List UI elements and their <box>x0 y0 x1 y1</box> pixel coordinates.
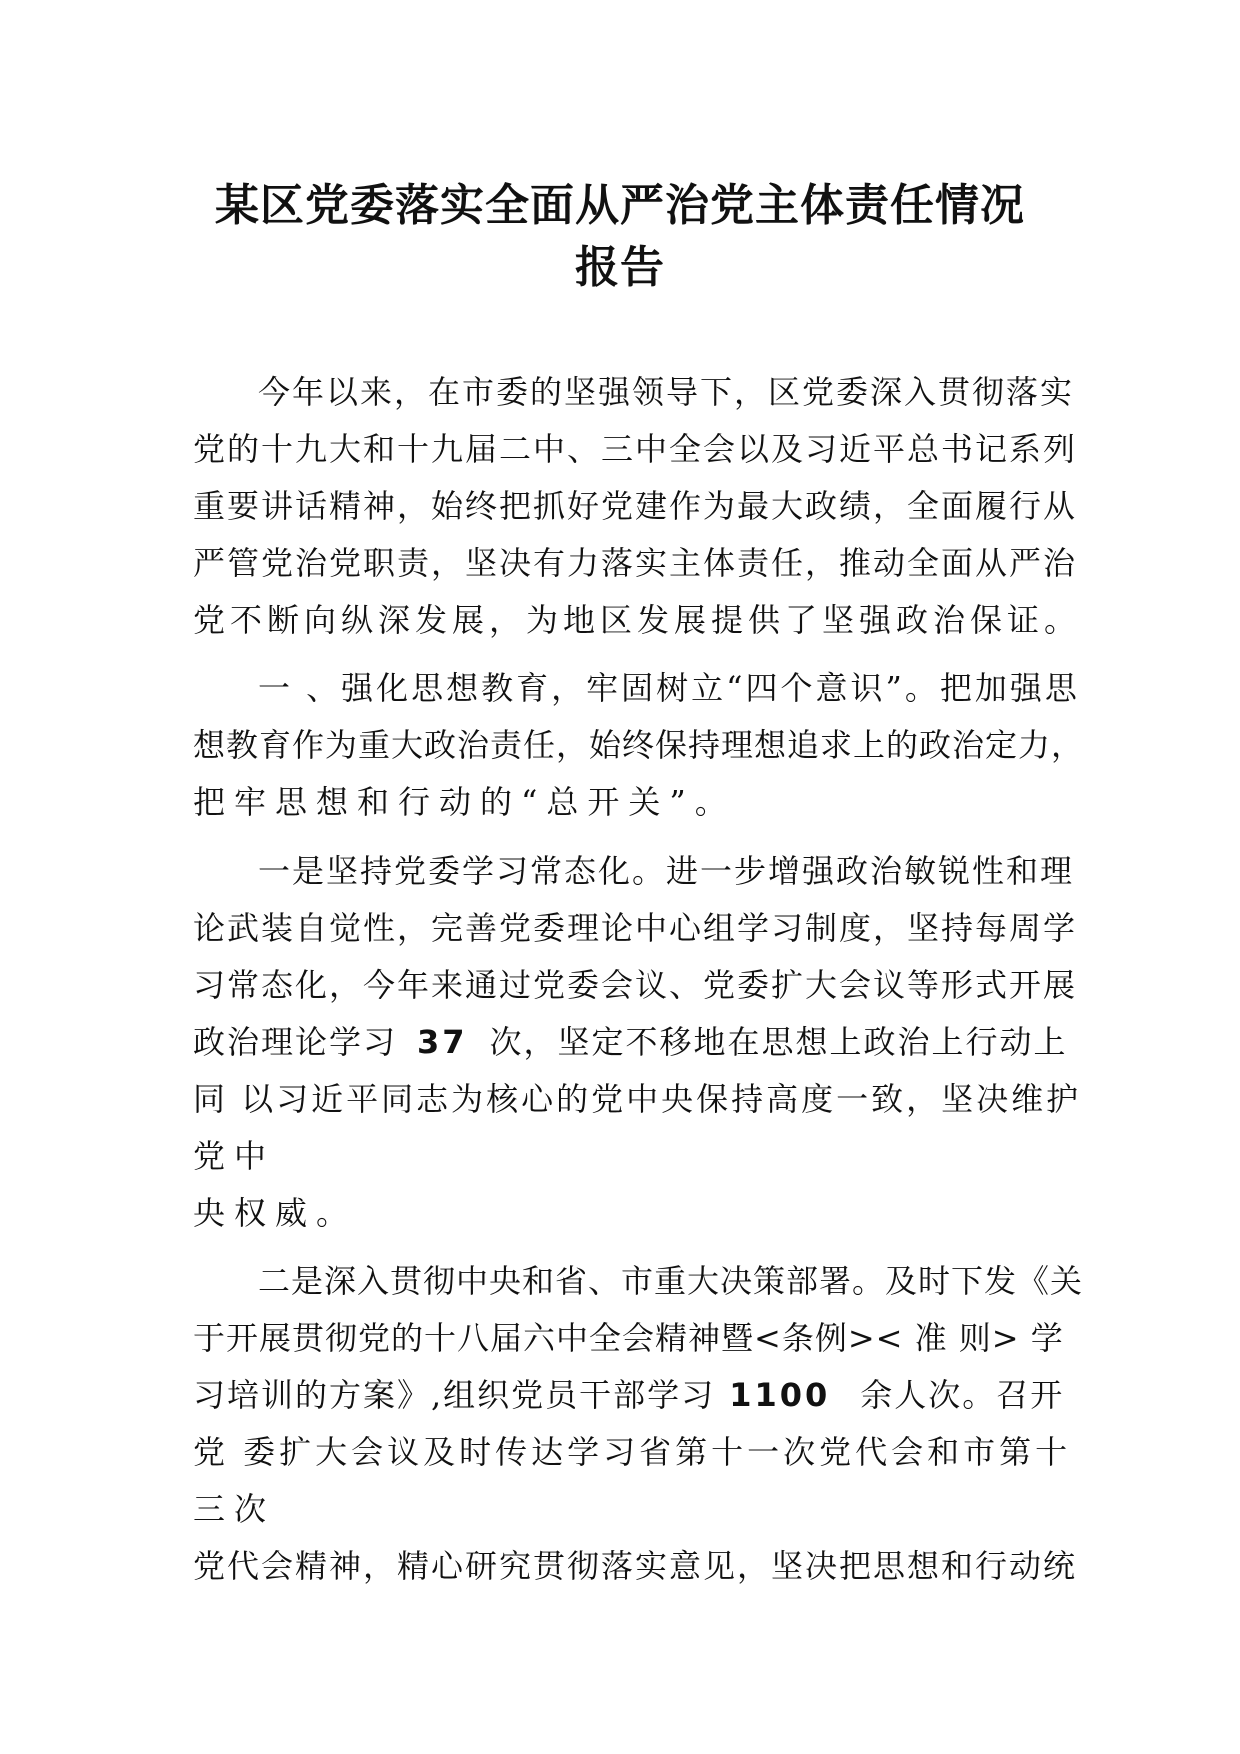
paragraph-line: 党代会精神，精心研究贯彻落实意见，坚决把思想和行动统 <box>193 1547 1078 1585</box>
paragraph-line: 党的十九大和十九届二中、三中全会以及习近平总书记系列 <box>193 430 1078 468</box>
paragraph-line <box>193 1022 1068 1062</box>
paragraph-line: 一是坚持党委学习常态化。进一步增强政治敏锐性和理 <box>258 852 1075 890</box>
paragraph-line: 党 委扩大会议及时传达学习省第十一次党代会和市第十 <box>193 1433 1072 1471</box>
line-text: 次，坚定不移地在思想上政治上行动上 <box>489 1023 1068 1061</box>
paragraph-line: 同 以习近平同志为核心的党中央保持高度一致，坚决维护 <box>193 1080 1082 1118</box>
section-heading-line: 一 、强化思想教育，牢固树立“四个意识”。把加强思 <box>258 669 1080 707</box>
count-value: 1100 <box>729 1376 831 1414</box>
paragraph-line: 想教育作为重大政治责任，始终保持理想追求上的政治定力， <box>193 726 1085 764</box>
paragraph-line: 习常态化，今年来通过党委会议、党委扩大会议等形式开展 <box>193 966 1078 1004</box>
line-text: 习培训的方案》,组织党员干部学习 <box>193 1376 716 1414</box>
document-title-line1: 某区党委落实全面从严治党主体责任情况 <box>215 180 1025 231</box>
paragraph-line: 重要讲话精神，始终把抓好党建作为最大政绩，全面履行从 <box>193 487 1078 525</box>
count-value: 37 <box>417 1023 468 1061</box>
line-text: 政治理论学习 <box>193 1023 398 1061</box>
paragraph-line: 党中 <box>193 1137 276 1175</box>
paragraph-line: 论武装自觉性，完善党委理论中心组学习制度，坚持每周学 <box>193 909 1078 947</box>
paragraph-line: 三次 <box>193 1490 276 1528</box>
document-title-line2: 报告 <box>575 242 665 293</box>
line-text: 余人次。召开 <box>860 1376 1065 1414</box>
paragraph-line: 央权威。 <box>193 1194 358 1232</box>
paragraph-line: 把牢思想和行动的“总开关”。 <box>193 783 736 821</box>
paragraph-line: 于开展贯彻党的十八届六中全会精神暨<条例>< 准 则> 学 <box>193 1319 1064 1357</box>
paragraph-line: 严管党治党职责，坚决有力落实主体责任，推动全面从严治 <box>193 544 1078 582</box>
paragraph-line <box>193 1375 1064 1415</box>
paragraph-line: 二是深入贯彻中央和省、市重大决策部署。及时下发《关 <box>258 1262 1084 1300</box>
paragraph-line: 今年以来，在市委的坚强领导下，区党委深入贯彻落实 <box>258 373 1075 411</box>
paragraph-line: 党不断向纵深发展，为地区发展提供了坚强政治保证。 <box>193 601 1082 639</box>
